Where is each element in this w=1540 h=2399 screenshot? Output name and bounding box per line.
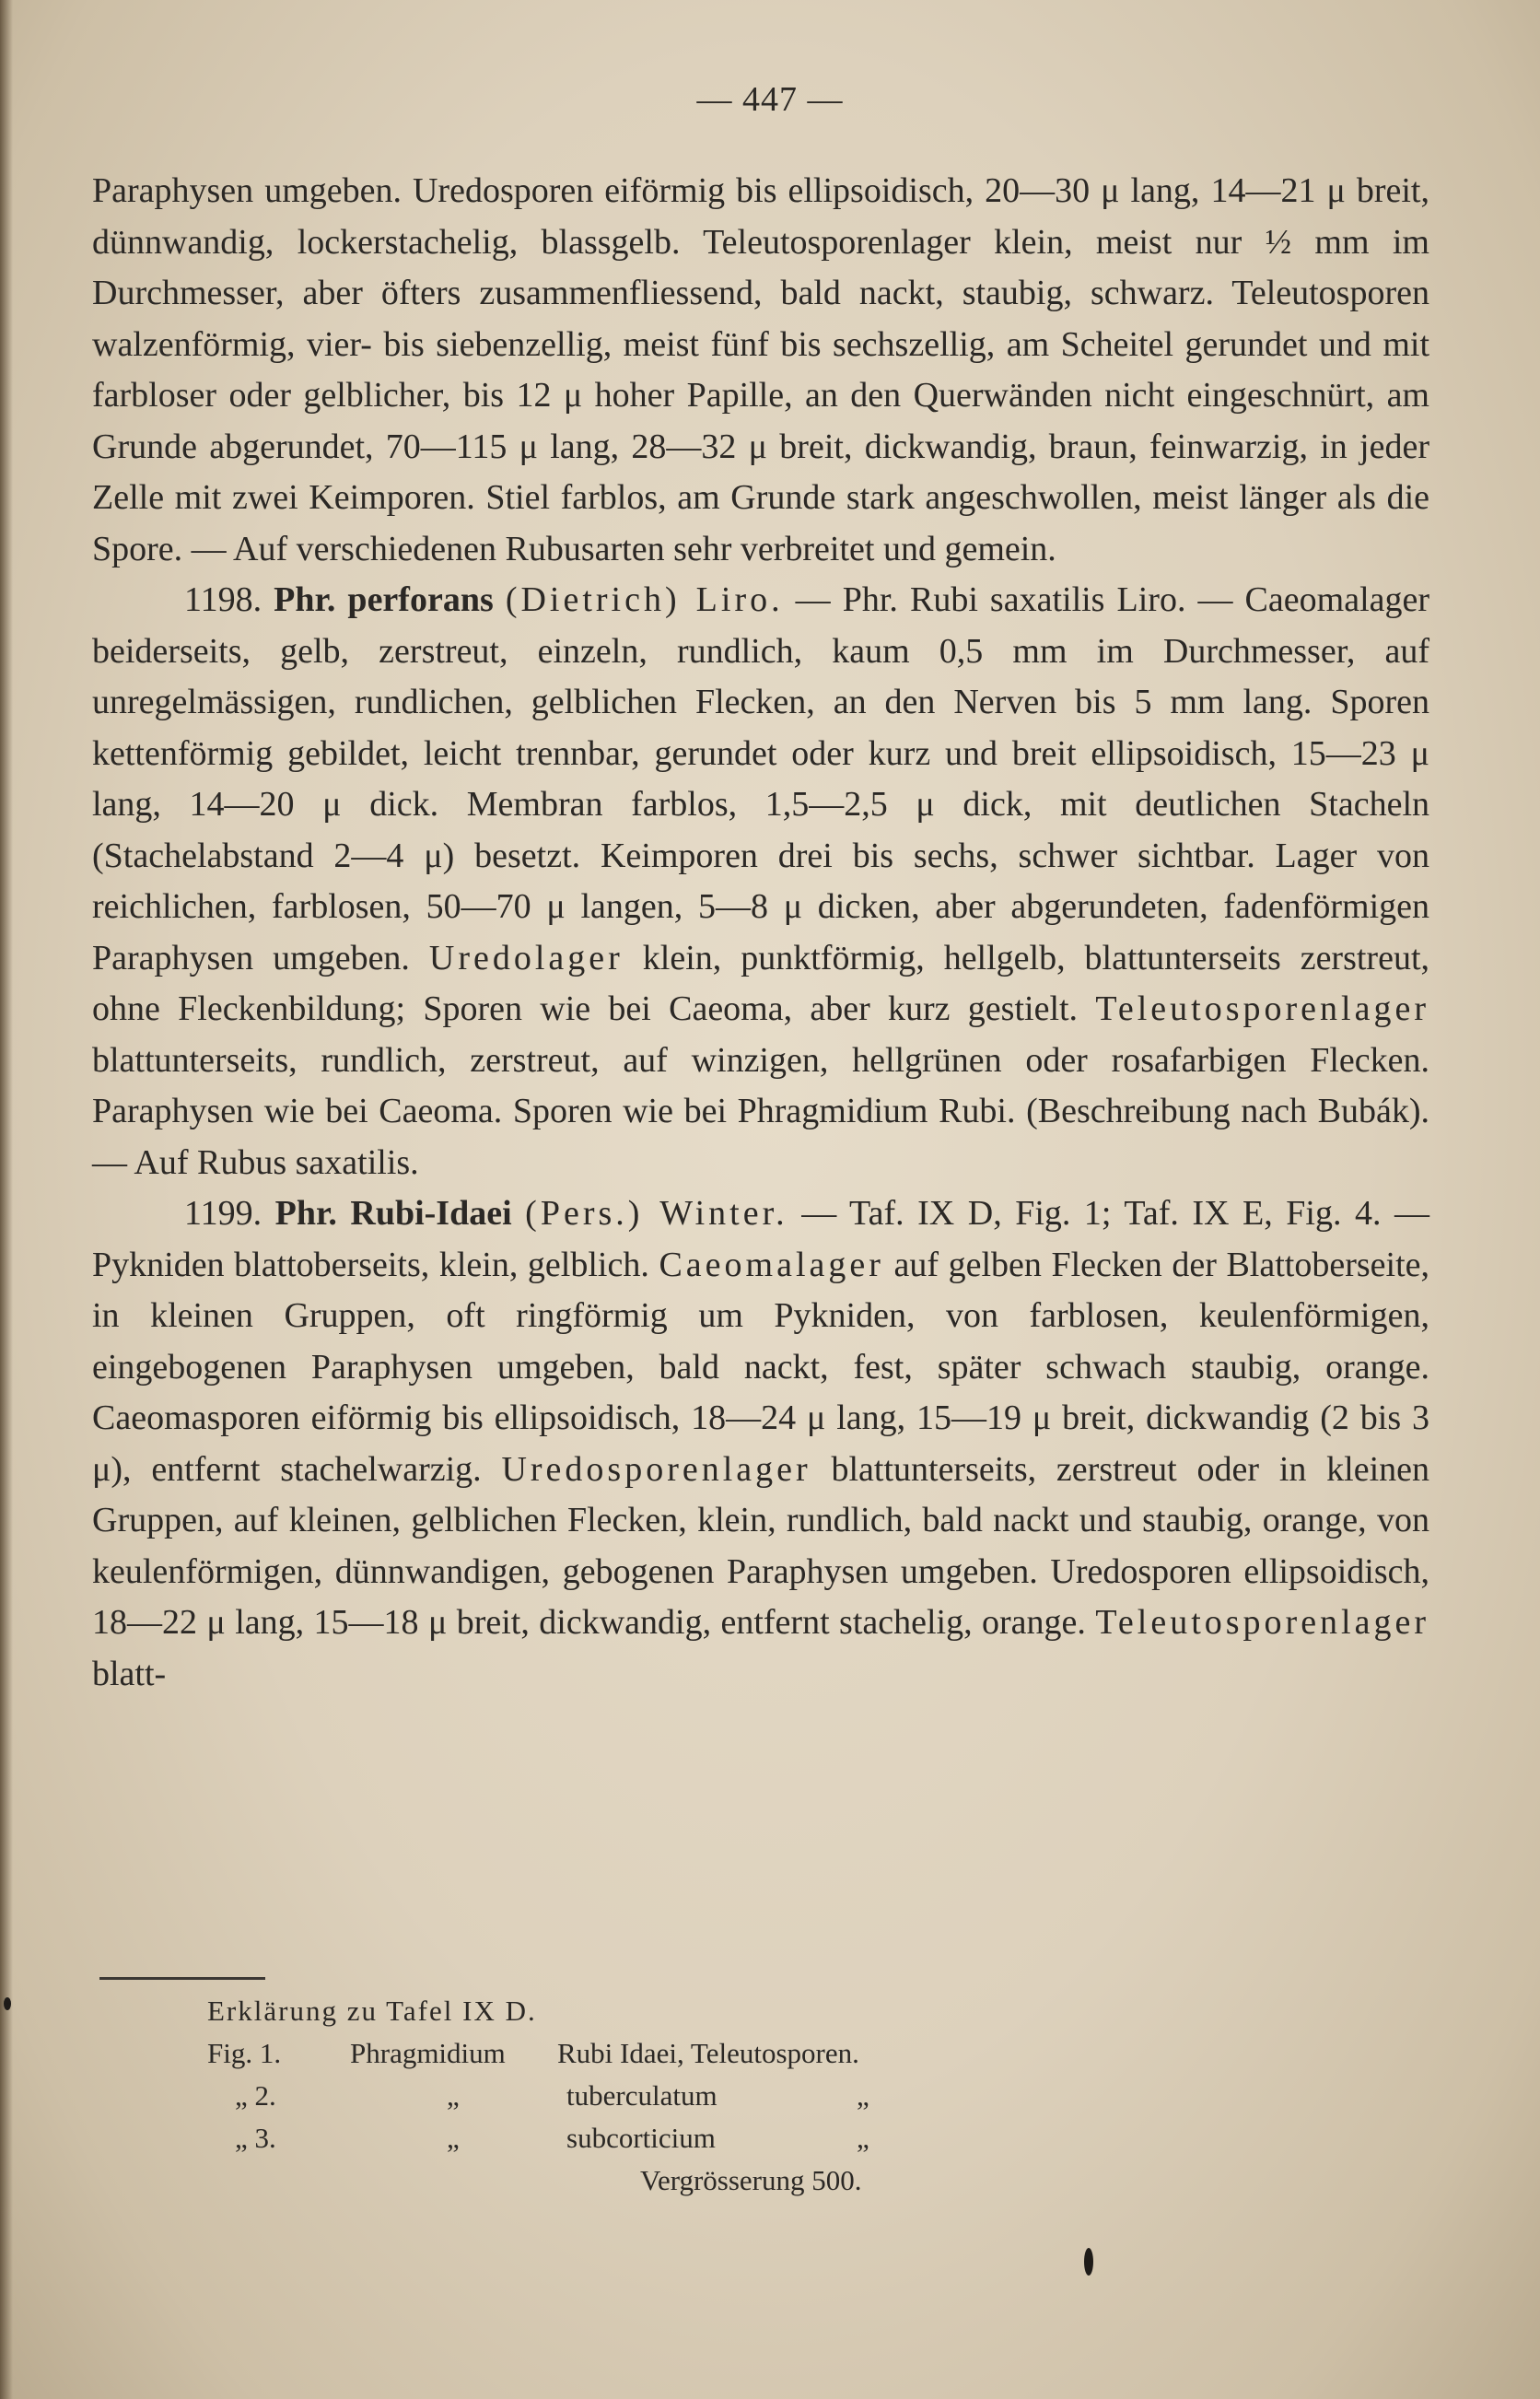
- legend-genus: Phragmidium: [350, 2037, 506, 2069]
- teleuto-text: blattunterseits, rundlich, zerstreut, auf winzigen, hellgrünen oder rosafarbigen Flecken. Paraphysen wie bei Caeoma. Sporen wie bei Phragmidium Rubi. (Beschreibung nach Bubák). — Auf Rubus saxatilis.: [92, 1040, 1429, 1182]
- legend-row: [207, 2075, 869, 2117]
- legend-row: [207, 2032, 859, 2075]
- caeoma-label: Caeomalager: [659, 1245, 884, 1284]
- entry-text: — Phr. Rubi saxatilis Liro. — Caeomalager beiderseits, gelb, zerstreut, einzeln, rundlich, kaum 0,5 mm im Durchmesser, auf unregelmässigen, rundlichen, gelblichen Flecken, an den Nerven bis 5 mm lang. Sporen kettenförmig gebildet, leicht trennbar, gerundet oder kurz und breit ellipsoidisch, 15—23 μ lang, 14—20 μ dick. Membran farblos, 1,5—2,5 μ dick, mit deutlichen Stacheln (Stachelabstand 2—4 μ) besetzt. Keimporen drei bis sechs, schwer sichtbar. Lager von reichlichen, farblosen, 50—70 μ langen, 5—8 μ dicken, aber abgerundeten, fadenförmigen Paraphysen umgeben.: [92, 580, 1430, 977]
- entry-text: blattunterseits, zerstreut oder in kleinen Gruppen, auf kleinen, gelblichen Flecken, klein, rundlich, bald nackt und staubig, orange, von keulenförmigen, dünnwandigen, gebogenen Paraphysen umgeben. Uredosporen ellipsoidisch, 18—22 μ lang, 15—18 μ breit, dickwandig, entfernt stachelig, orange.: [92, 1449, 1430, 1642]
- legend-genus: „: [447, 2079, 460, 2112]
- plate-legend: [207, 1990, 869, 2196]
- uredo-label: Uredosporenlager: [501, 1449, 811, 1489]
- legend-ditto: „: [857, 2079, 869, 2112]
- legend-title: Erklärung zu Tafel IX D.: [207, 1995, 537, 2027]
- page-number: — 447 —: [696, 80, 844, 119]
- species-author: (Pers.) Winter.: [525, 1194, 788, 1233]
- footnote-divider: [99, 1977, 265, 1980]
- legend-ditto: „: [857, 2122, 869, 2154]
- entry-text: — Taf. IX D, Fig. 1; Taf. IX E, Fig. 4. — Pykniden blattoberseits, klein, gelblich.: [92, 1194, 1430, 1284]
- legend-species: Rubi Idaei, Teleutosporen.: [557, 2037, 859, 2069]
- species-author: (Dietrich) Liro.: [505, 580, 784, 619]
- legend-fig: Fig. 1.: [207, 2037, 282, 2069]
- legend-fig: „ 3.: [235, 2122, 276, 2154]
- entry-1198: [92, 575, 1429, 1188]
- entry-number: 1198.: [184, 580, 262, 619]
- legend-species: subcorticium: [566, 2122, 716, 2154]
- species-name: Phr. Rubi-Idaei: [274, 1194, 512, 1233]
- ink-mark: [4, 1997, 11, 2010]
- teleuto-label: Teleutosporenlager: [1095, 989, 1429, 1028]
- entry-text: auf gelben Flecken der Blattoberseite, in kleinen Gruppen, oft ringförmig um Pykniden, von farblosen, keulenförmigen, eingebogenen Paraphysen umgeben, bald nackt, fest, später schwach staubig, orange. Caeomasporen eiförmig bis ellipsoidisch, 18—24 μ lang, 15—19 μ breit, dickwandig (2 bis 3 μ), entfernt stachelwarzig.: [92, 1245, 1430, 1489]
- paragraph-continuation: Paraphysen umgeben. Uredosporen eiförmig bis ellipsoidisch, 20—30 μ lang, 14—21 μ breit, dünnwandig, lockerstachelig, blassgelb. Teleutosporenlager klein, meist nur ½ mm im Durchmesser, aber öfters zusammenfliessend, bald nackt, staubig, schwarz. Teleutosporen walzenförmig, vier- bis siebenzellig, meist fünf bis sechszellig, am Scheitel gerundet und mit farbloser oder gelblicher, bis 12 μ hoher Papille, an den Querwänden nicht eingeschnürt, am Grunde abgerundet, 70—115 μ lang, 28—32 μ breit, dickwandig, braun, feinwarzig, in jeder Zelle mit zwei Keimporen. Stiel farblos, am Grunde stark angeschwollen, meist länger als die Spore. — Auf verschiedenen Rubusarten sehr verbreitet und gemein.: [92, 171, 1429, 568]
- legend-species: tuberculatum: [566, 2079, 718, 2112]
- legend-row: [207, 2117, 869, 2159]
- main-text: [92, 166, 1429, 1700]
- legend-magnification: Vergrösserung 500.: [640, 2164, 862, 2196]
- uredo-label: Uredolager: [428, 938, 624, 977]
- page-edge-shadow: [0, 0, 13, 2399]
- ink-mark: [1084, 2248, 1093, 2276]
- legend-fig: „ 2.: [235, 2079, 276, 2112]
- legend-genus: „: [447, 2122, 460, 2154]
- teleuto-label: Teleutosporenlager: [1095, 1603, 1430, 1642]
- entry-1199: [92, 1188, 1429, 1700]
- entry-number: 1199.: [184, 1194, 262, 1233]
- entry-text: blatt-: [92, 1654, 167, 1693]
- uredo-text: klein, punktförmig, hellgelb, blattunterseits zerstreut, ohne Fleckenbildung; Sporen wie bei Caeoma, aber kurz gestielt.: [92, 938, 1430, 1028]
- species-name: Phr. perforans: [274, 580, 494, 619]
